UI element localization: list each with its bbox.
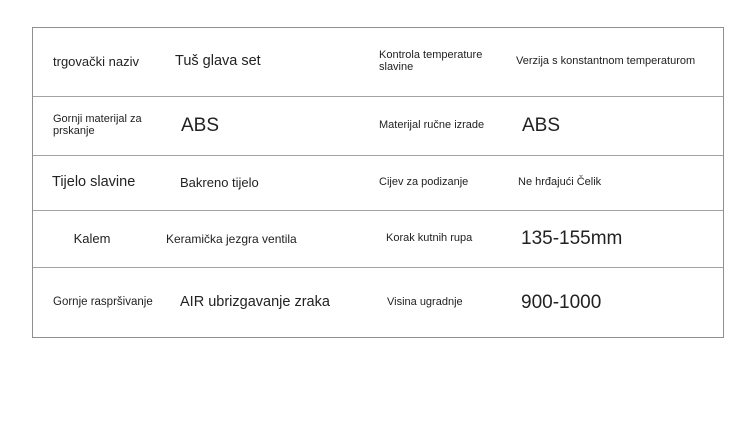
spec-value-cell: Tuš glava set [163, 28, 369, 97]
spec-label-cell: Materijal ručne izrade [369, 97, 506, 156]
spec-label-cell: Tijelo slavine [33, 156, 163, 211]
spec-value-cell: Ne hrđajući Čelik [506, 156, 723, 211]
spec-label-cell: Korak kutnih rupa [369, 211, 506, 268]
spec-value-cell: Bakreno tijelo [163, 156, 369, 211]
spec-value-cell: ABS [506, 97, 723, 156]
spec-label-cell: Cijev za podizanje [369, 156, 506, 211]
spec-value-cell: 900-1000 [521, 291, 602, 313]
spec-value-cell: AIR ubrizgavanje zraka [180, 293, 330, 310]
spec-label-cell: trgovački naziv [33, 28, 163, 97]
spec-value-cell: ABS [163, 97, 369, 156]
spec-value-cell: Verzija s konstantnom temperaturom [506, 28, 723, 97]
spec-label-cell: Gornji materijal za prskanje [33, 97, 163, 156]
spec-label-cell: Visina ugradnje [387, 295, 463, 308]
spec-table [32, 27, 724, 338]
spec-label-cell: Gornje raspršivanje [53, 296, 153, 309]
spec-value-cell: Keramička jezgra ventila [163, 211, 369, 268]
spec-value-cell: 135-155mm [506, 211, 723, 268]
spec-label-cell: Kontrola temperature slavine [369, 28, 506, 97]
spec-label-cell: Kalem [33, 211, 163, 268]
